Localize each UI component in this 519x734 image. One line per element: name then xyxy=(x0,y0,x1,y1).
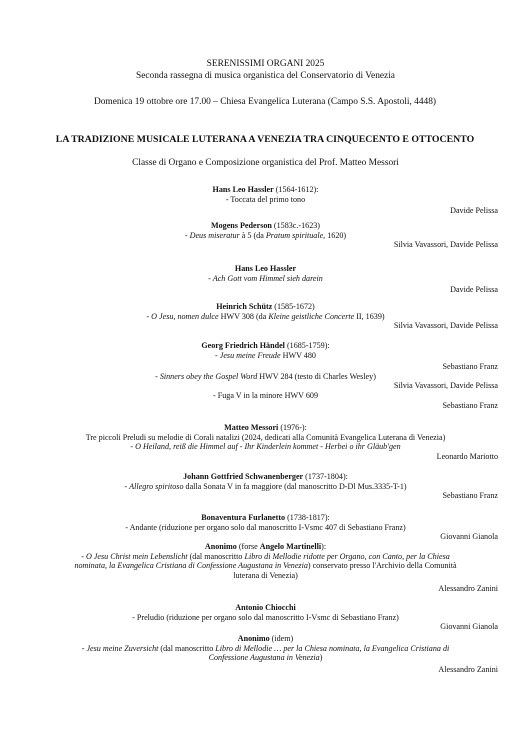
concert-title: LA TRADIZIONE MUSICALE LUTERANA A VENEZIA TRA CINQUECENTO E OTTOCENTO xyxy=(55,134,475,145)
composer-dates: (1585-1672) xyxy=(272,302,315,311)
composer-dates: (1685-1759): xyxy=(284,341,330,350)
festival-subtitle: Seconda rassegna di musica organistica del Conservatorio di Venezia xyxy=(136,70,395,81)
performer: Davide Pelissa xyxy=(450,206,498,216)
work-title: - O Jesu, nomen dulce HWV 308 (da Kleine geistliche Concerte II, 1639) xyxy=(146,311,385,321)
composer-dates: (1976-): xyxy=(278,423,307,432)
composer-dates: (idem) xyxy=(269,634,294,643)
composer-dates: (1564-1612): xyxy=(273,185,319,194)
composer-name: Bonaventura Furlanetto xyxy=(201,513,286,522)
composer-name: Georg Friedrich Händel xyxy=(201,341,285,350)
program-item xyxy=(32,603,499,632)
work-title: - Sinners obey the Gospel Word HWV 284 (testo di Charles Wesley) xyxy=(155,371,376,381)
work-source: Confessione Augustana in Venezia) xyxy=(208,653,323,663)
performer: Leonardo Mariotto xyxy=(436,451,498,461)
work-source-end: luterana di Venezia) xyxy=(233,570,298,580)
composer-name: Anonimo xyxy=(204,542,237,551)
work-title: - Allegro spiritoso dalla Sonata V in fa maggiore (dal manoscritto D-Dl Mus.3335-T-1) xyxy=(124,481,407,491)
program-item: Anonimo (forse Angelo Martinelli): - O Jesu Christ mein Lebenslicht (dal manoscritto Libro di Mellodie ridotte per Organo, con Canto, per la Chiesa nominata, la Evangelica Cristiana di Confessione Augustana in Venezia) conservato presso l'Archivio della Comunità luterana di Venezia) Alessandro Zanini xyxy=(32,542,499,594)
performer: Alessandro Zanini xyxy=(438,664,498,674)
program-item xyxy=(32,472,499,501)
performer: Davide Pelissa xyxy=(450,285,498,295)
performer: Sebastiano Franz xyxy=(442,491,498,501)
work-title: - Toccata del primo tono xyxy=(225,194,306,204)
work-title: - Deus miseratur à 5 (da Pratum spirituale, 1620) xyxy=(184,230,347,240)
composer-dates: (1737-1804): xyxy=(303,472,348,481)
work-subtitle: - O Heiland, reiß die Himmel auf - Ihr Kinderlein kommet - Herbei o ihr Gläub'gen xyxy=(130,442,401,452)
work-title: Tre piccoli Preludi su melodie di Corali natalizi (2024, dedicati alla Comunità Evangelica Luterana di Venezia) xyxy=(85,432,446,442)
program-item xyxy=(32,634,499,674)
program-item xyxy=(32,302,499,331)
performer: Giovanni Gianola xyxy=(440,532,498,542)
work-source: nominata, la Evangelica Cristiana di Confessione Augustana in Venezia) conservato presso l'Archivio della Comunità xyxy=(74,561,457,571)
concert-date-venue: Domenica 19 ottobre ore 17.00 – Chiesa Evangelica Luterana (Campo S.S. Apostoli, 4448) xyxy=(93,97,437,107)
performer: Sebastiano Franz xyxy=(442,362,498,372)
composer-name: Hans Leo Hassler xyxy=(212,185,274,194)
program-item xyxy=(32,221,499,250)
composer-name: Heinrich Schütz xyxy=(216,302,273,311)
festival-title: SERENISSIMI ORGANI 2025 xyxy=(206,59,325,69)
composer-dates: (1583c.-1623) xyxy=(271,221,321,230)
composer-dates: (1738-1817): xyxy=(285,513,330,522)
attributed-composer: Angelo Martinelli xyxy=(259,542,322,551)
performer: Sebastiano Franz xyxy=(442,400,498,410)
composer-name: Anonimo xyxy=(237,634,270,643)
composer-name: Hans Leo Hassler xyxy=(234,264,297,273)
performer: Silvia Vavassori, Davide Pelissa xyxy=(393,381,498,391)
work-title: - Jesu meine Zuversicht (dal manoscritto Libro di Mellodie … per la Chiesa nominata, la Evangelica Cristiana di xyxy=(81,643,450,653)
performer: Alessandro Zanini xyxy=(438,584,498,594)
composer-name: Mogens Pederson xyxy=(210,221,272,230)
work-title: - Fuga V in la minore HWV 609 xyxy=(213,390,318,400)
composer-name: Johann Gottfried Schwanenberger xyxy=(183,472,304,481)
program-item xyxy=(32,423,499,461)
program-item xyxy=(32,513,499,542)
program-item xyxy=(32,185,499,216)
work-title: - Jesu meine Freude HWV 480 xyxy=(215,350,316,360)
work-title: - O Jesu Christ mein Lebenslicht (dal manoscritto Libro di Mellodie ridotte per Organo, con Canto, per la Chiesa xyxy=(81,551,450,561)
composer-name: Matteo Messori xyxy=(224,423,279,432)
performer: Giovanni Gianola xyxy=(440,622,498,632)
performer: Silvia Vavassori, Davide Pelissa xyxy=(393,240,498,250)
composer-name: Antonio Chiocchi xyxy=(235,603,296,612)
work-title: - Ach Gott vom Himmel sieh darein xyxy=(208,273,323,283)
work-title: - Preludio (riduzione per organo solo dal manoscritto I-Vsmc di Sebastiano Franz) xyxy=(132,612,399,622)
performer: Silvia Vavassori, Davide Pelissa xyxy=(393,321,498,331)
work-title: - Andante (riduzione per organo solo dal manoscritto I-Vsmc 407 di Sebastiano Franz) xyxy=(125,522,406,532)
festival-header xyxy=(32,59,499,82)
program-item xyxy=(32,341,499,410)
concert-subtitle: Classe di Organo e Composizione organistica del Prof. Matteo Messori xyxy=(132,158,399,168)
program-item xyxy=(32,264,499,295)
